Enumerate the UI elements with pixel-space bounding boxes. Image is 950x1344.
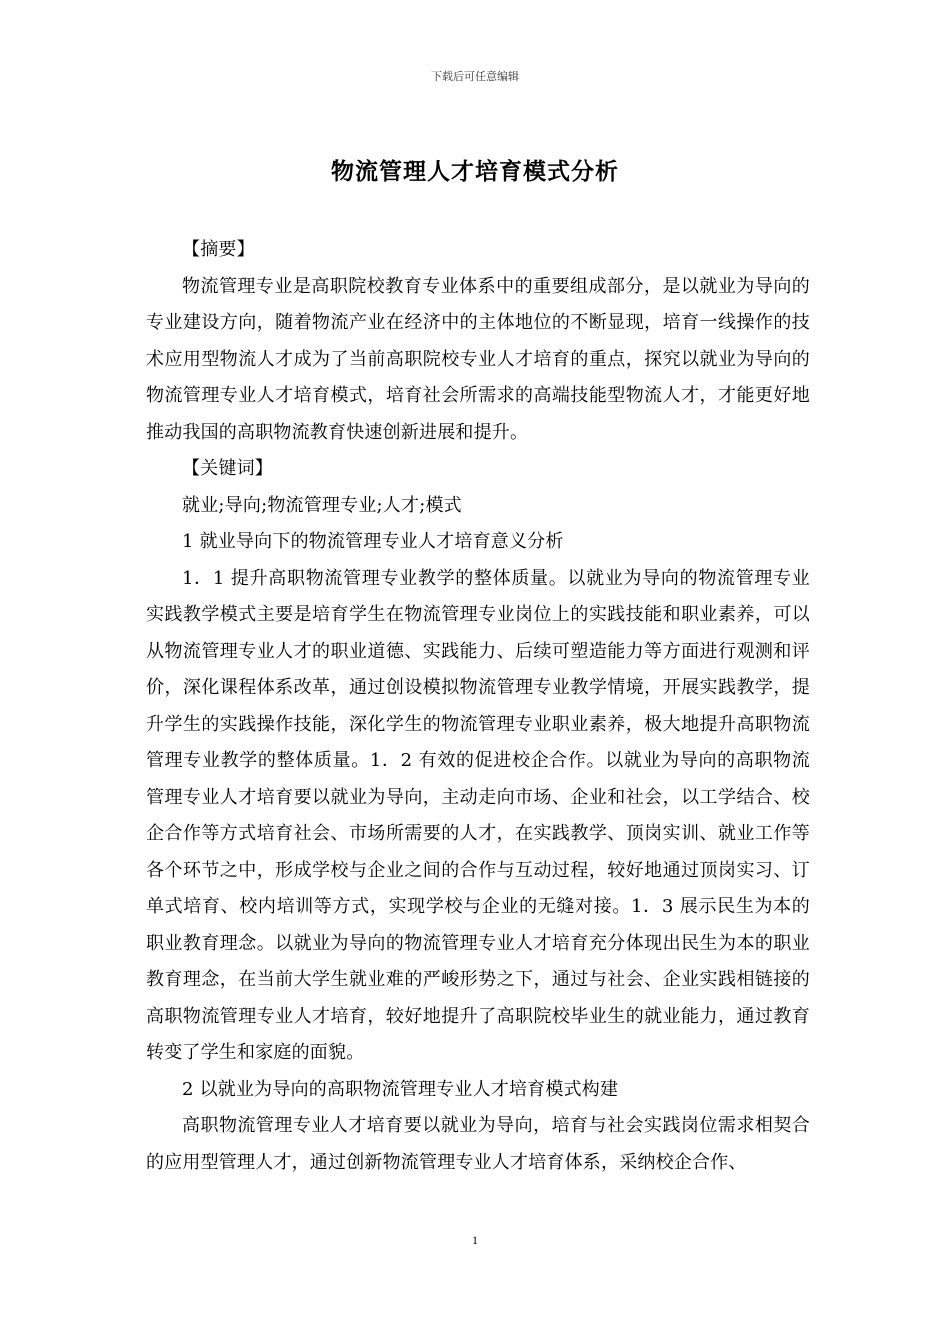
section-1-paragraph: 1．1 提升高职物流管理专业教学的整体质量。以就业为导向的物流管理专业实践教学模式主要是培育学生在物流管理专业岗位上的实践技能和职业素养，可以从物流管理专业人才的职业道德、实践能力、后续可塑造能力等方面进行观测和评价，深化课程体系改革，通过创设模拟物流管理专业教学情境，开展实践教学，提升学生的实践操作技能，深化学生的物流管理专业职业素养，极大地提升高职物流管理专业教学的整体质量。1．2 有效的促进校企合作。以就业为导向的高职物流管理专业人才培育要以就业为导向，主动走向市场、企业和社会，以工学结合、校企合作等方式培育社会、市场所需要的人才，在实践教学、顶岗实训、就业工作等各个环节之中，形成学校与企业之间的合作与互动过程，较好地通过顶岗实习、订单式培育、校内培训等方式，实现学校与企业的无缝对接。1．3 展示民生为本的职业教育理念。以就业为导向的物流管理专业人才培育充分体现出民生为本的职业教育理念，在当前大学生就业难的严峻形势之下，通过与社会、企业实践相链接的高职物流管理专业人才培育，较好地提升了高职院校毕业生的就业能力，通过教育转变了学生和家庭的面貌。 [146, 567, 810, 1063]
document-title: 物流管理人才培育模式分析 [331, 159, 619, 185]
section-2-heading: 2 以就业为导向的高职物流管理专业人才培育模式构建 [182, 1078, 619, 1100]
document-body [146, 232, 810, 1181]
abstract-heading: 【摘要】 [182, 239, 255, 260]
header-note: 下载后可任意编辑 [431, 70, 519, 83]
section-2-paragraph: 高职物流管理专业人才培育要以就业为导向，培育与社会实践岗位需求相契合的应用型管理人才，通过创新物流管理专业人才培育体系，采纳校企合作、 [146, 1115, 810, 1173]
page-number: 1 [472, 1233, 478, 1247]
abstract-paragraph: 物流管理专业是高职院校教育专业体系中的重要组成部分，是以就业为导向的专业建设方向，随着物流产业在经济中的主体地位的不断显现，培育一线操作的技术应用型物流人才成为了当前高职院校专业人才培育的重点，探究以就业为导向的物流管理专业人才培育模式，培育社会所需求的高端技能型物流人才，才能更好地推动我国的高职物流教育快速创新进展和提升。 [146, 275, 810, 443]
keywords-heading: 【关键词】 [182, 458, 273, 479]
keywords-paragraph: 就业;导向;物流管理专业;人才;模式 [182, 494, 462, 516]
section-1-heading: 1 就业导向下的物流管理专业人才培育意义分析 [182, 531, 564, 552]
